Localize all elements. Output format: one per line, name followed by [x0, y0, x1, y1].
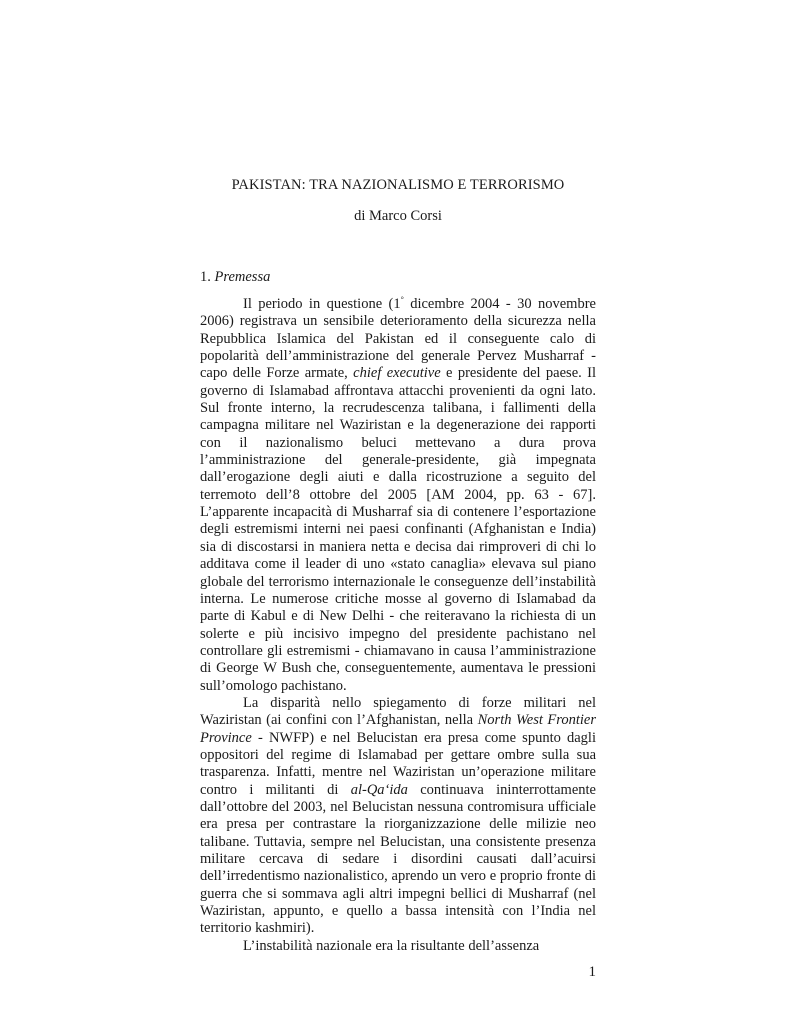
paragraph-1-text-3: e presidente del paese. Il governo di Islamabad affrontava attacchi provenienti da ogni lato. Sul fronte interno, la recrudescenza talibana, i fallimenti della campagna militare nel Waziristan e la degenerazione dei rapporti con il nazionalismo beluci mettevano a dura prova l’amministrazione del generale-presidente, già impegnata dall’erogazione degli aiuti e dalla ricostruzione a seguito del terremoto dell’8 ottobre del 2005 [AM 2004, pp. 63 - 67]. L’apparente incapacità di Musharraf sia di contenere l’esportazione degli estremismi interni nei paesi confinanti (Afghanistan e India) sia di discostarsi in maniera netta e decisa dai rimproveri di chi lo additava come il leader di uno «stato canaglia» elevava sul piano globale del terrorismo internazionale le conseguenze dell’instabilità interna. Le numerose critiche mosse al governo di Islamabad da parte di Kabul e di New Delhi - che reiteravano la richiesta di un solerte e più incisivo impegno del presidente pachistano nel controllare gli estremismi - chiamavano in causa l’amministrazione di George W Bush che, conseguentemente, aumentava le pressioni sull’omologo pachistano. — [200, 365, 596, 694]
section-name: Premessa — [214, 269, 271, 285]
paragraph-2-text-1: La disparità nello spiegamento di forze militari nel Waziristan (ai confini con l’Afghanistan, nella — [200, 694, 596, 729]
paragraph-1-text-1: Il periodo in questione (1 — [243, 296, 401, 312]
paragraph-1 — [200, 296, 596, 695]
italic-term-nwfp: North West Frontier Province — [200, 712, 596, 746]
document-author: di Marco Corsi — [354, 208, 442, 224]
italic-term-chief-executive: chief executive — [353, 365, 441, 382]
paragraph-2-text-3: continuava ininterrottamente dall’ottobre del 2003, nel Belucistan nessuna contromisura ufficiale era presa per contrastare la riorganizzazione delle milizie neo talibane. Tuttavia, sempre nel Belucistan, una consistente presenza militare cercava di sedare i disordini causati dall’acuirsi dell’irredentismo nazionalistico, aprendo un vero e proprio fronte di guerra che si sommava agli altri impegni bellici di Musharraf (nel Waziristan, appunto, e quello a bassa intensità con l’India nel territorio kashmiri). — [200, 781, 596, 937]
paragraph-2-text-2: - NWFP) e nel Belucistan era presa come spunto dagli oppositori del regime di Islamabad per gettare ombre sulla sua trasparenza. Infatti, mentre nel Waziristan un’operazione militare contro i militanti di — [200, 729, 596, 798]
page-number: 1 — [588, 964, 596, 980]
paragraph-2 — [200, 695, 596, 938]
italic-term-al-qaida: al-Qa‘ida — [350, 781, 408, 798]
section-heading — [200, 268, 270, 286]
section-number: 1. — [200, 269, 211, 285]
document-title: PAKISTAN: TRA NAZIONALISMO E TERRORISMO — [231, 177, 565, 193]
degree-superscript: ° — [400, 295, 404, 305]
paragraph-1-text-2: dicembre 2004 - 30 novembre 2006) registrava un sensibile deterioramento della sicurezza nella Repubblica Islamica del Pakistan ed il conseguente calo di popolarità dell’amministrazione del generale Pervez Musharraf - capo delle Forze armate, — [200, 296, 596, 382]
paragraph-3 — [200, 938, 596, 955]
paragraph-3-text-1: L’instabilità nazionale era la risultante dell’assenza — [243, 937, 540, 954]
body-text — [200, 296, 596, 955]
